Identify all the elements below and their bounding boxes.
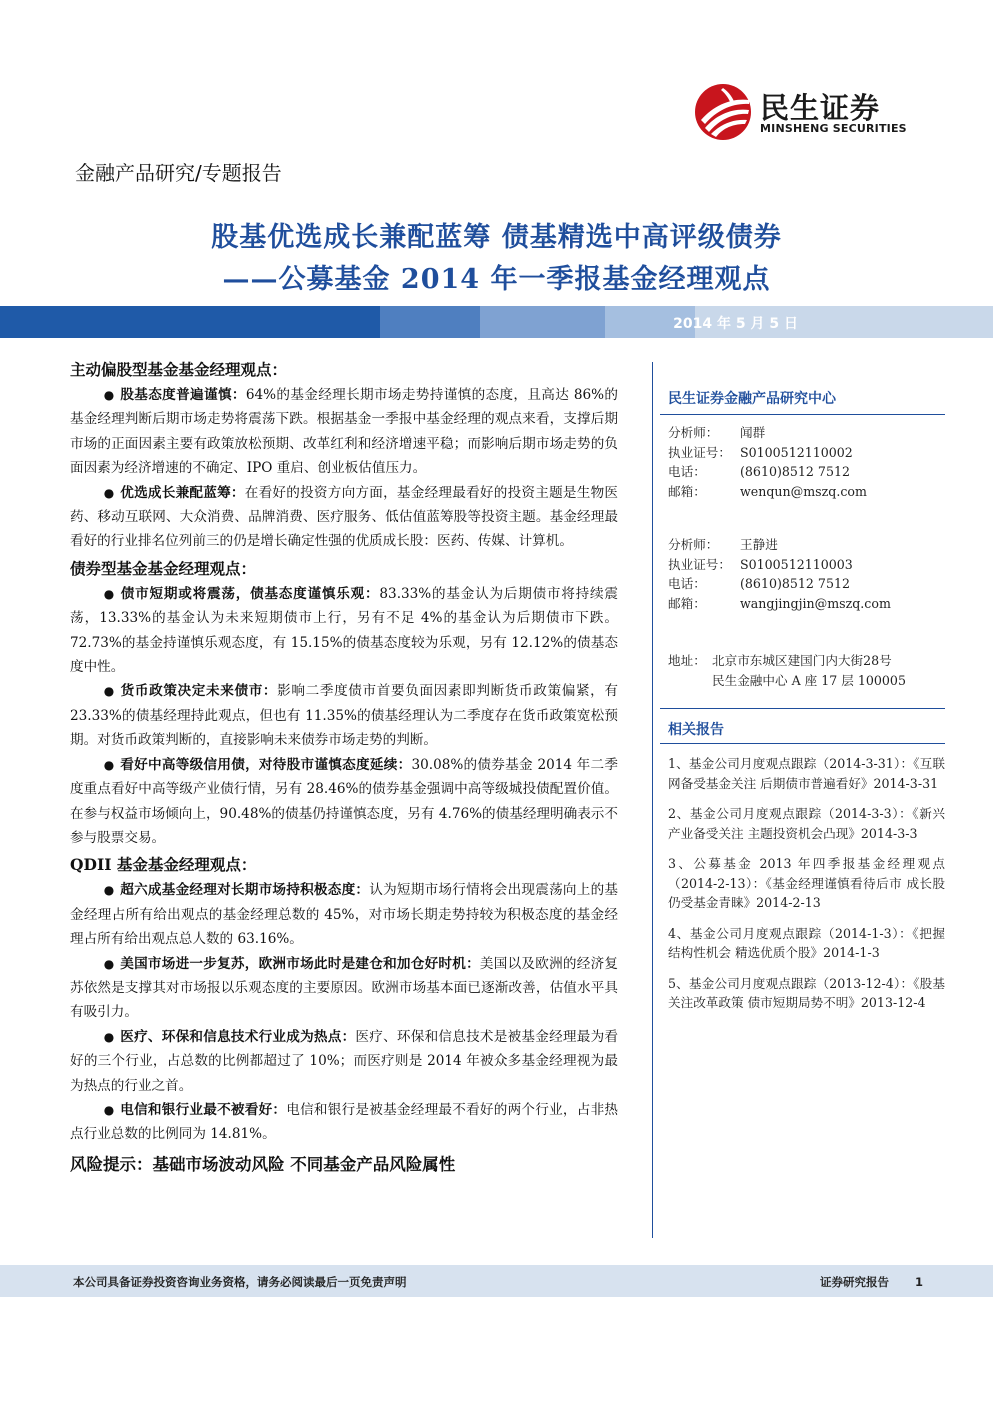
bullet-paragraph — [70, 753, 618, 851]
tel-label: 电话： — [668, 464, 706, 479]
related-report-link[interactable]: 1、基金公司月度观点跟踪（2014-3-31）：《互联网备受基金关注 后期债市普遍看好》2014-3-31 — [668, 756, 945, 791]
bullet-text: 电信和银行是被基金经理最不看好的两个行业，占非热点行业总数的比例同为 14.81%。 — [70, 1101, 619, 1143]
research-center-header — [660, 362, 945, 415]
bullet-lead: 电信和银行业最不被看好： — [120, 1101, 287, 1118]
address-label: 地址： — [668, 653, 706, 668]
main-content — [70, 357, 618, 1179]
related-list — [660, 744, 945, 1013]
bullet-paragraph — [70, 481, 618, 554]
tel-label: 电话： — [668, 576, 706, 591]
bullet-lead: 医疗、环保和信息技术行业成为热点： — [120, 1028, 356, 1045]
research-center-title: 民生证券金融产品研究中心 — [668, 391, 836, 407]
report-category: 金融产品研究/专题报告 — [75, 161, 282, 185]
bullet-icon: ● — [103, 757, 115, 772]
report-date: 2014 年 5 月 5 日 — [673, 316, 798, 332]
address-block — [660, 613, 945, 709]
page-footer — [0, 1265, 993, 1297]
bullet-paragraph — [70, 582, 618, 680]
section-heading: QDII 基金基金经理观点： — [70, 855, 257, 875]
bullet-icon: ● — [103, 586, 115, 601]
related-heading: 相关报告 — [668, 722, 724, 738]
bullet-icon: ● — [103, 684, 115, 699]
analyst-label: 分析师： — [668, 537, 719, 552]
bullet-text: 影响二季度债市首要负面因素即判断货币政策偏紧，有 23.33%的债基经理持此观点，但也有 11.35%的债基经理认为二季度存在货币政策宽松预期。对货币政策判断的，直接影响未来债券市场走势的判断。 — [70, 683, 619, 749]
brand-name-en: MINSHENG SECURITIES — [760, 122, 907, 135]
minsheng-logo-icon — [693, 82, 753, 142]
bullet-icon: ● — [103, 485, 115, 500]
email-link[interactable]: wangjingjin@mszq.com — [740, 595, 891, 611]
cert-label: 执业证号： — [668, 444, 731, 460]
section-heading: 债券型基金基金经理观点： — [70, 558, 257, 578]
bullet-paragraph — [70, 1025, 618, 1098]
related-report-link[interactable]: 4、基金公司月度观点跟踪（2014-1-3）：《把握结构性机会 精选优质个股》2014-1-3 — [668, 925, 945, 960]
tel-number: (8610)8512 7512 — [740, 576, 850, 591]
bullet-lead: 债市短期或将震荡，债基态度谨慎乐观： — [120, 585, 380, 602]
header-band — [0, 306, 993, 338]
report-type-label: 证券研究报告 — [819, 1275, 889, 1289]
sidebar — [660, 362, 945, 1024]
bullet-lead: 超六成基金经理对长期市场持积极态度： — [120, 882, 370, 899]
bullet-paragraph — [70, 1098, 618, 1147]
bullet-paragraph — [70, 952, 618, 1025]
bullet-lead: 美国市场进一步复苏，欧洲市场此时是建仓和加仓好时机： — [120, 955, 480, 972]
page-number: 1 — [914, 1275, 923, 1289]
bullet-text: 医疗、环保和信息技术是被基金经理最为看好的三个行业，占总数的比例都超过了 10%；而医疗则是 2014 年被众多基金经理视为最为热点的行业之首。 — [70, 1028, 618, 1094]
address-line: 北京市东城区建国门内大街28号 — [712, 653, 892, 668]
bullet-text: 83.33%的基金认为后期债市将持续震荡，13.33%的基金认为未来短期债市上行，另有不足 4%的基金认为后期债市下跌。72.73%的基金持谨慎乐观态度，有 15.15%的债基态度较为乐观，另有 12.12%的债基态度中性。 — [70, 585, 618, 676]
risk-warning: 风险提示：基础市场波动风险 不同基金产品风险属性 — [70, 1154, 456, 1174]
bullet-paragraph — [70, 679, 618, 752]
bullet-paragraph — [70, 383, 618, 481]
related-report-link[interactable]: 2、基金公司月度观点跟踪（2014-3-3）：《新兴产业备受关注 主题投资机会凸现》2014-3-3 — [668, 806, 945, 841]
address-line: 民生金融中心 A 座 17 层 100005 — [712, 672, 906, 688]
analyst-name: 闻群 — [740, 425, 766, 440]
analyst-block — [660, 415, 945, 501]
bullet-text: 30.08%的债券基金 2014 年二季度重点看好中高等级产业债行情，另有 28.46%的债券基金强调中高等级城投债配置价值。在参与权益市场倾向上，90.48%的债基仍持谨慎态度，另有 4.76%的债基经理明确表示不参与股票交易。 — [70, 756, 618, 846]
disclaimer-text: 本公司具备证券投资咨询业务资格，请务必阅读最后一页免责声明 — [73, 1275, 407, 1289]
bullet-icon: ● — [103, 956, 115, 971]
analyst-block — [660, 501, 945, 613]
cert-label: 执业证号： — [668, 556, 731, 572]
bullet-lead: 股基态度普遍谨慎： — [120, 387, 246, 403]
bullet-icon: ● — [103, 1029, 115, 1044]
analyst-name: 王静进 — [740, 537, 778, 552]
related-header — [660, 709, 945, 744]
related-report-link[interactable]: 5、基金公司月度观点跟踪（2013-12-4）：《股基关注改革政策 债市短期局势不明》2013-12-4 — [668, 975, 945, 1010]
email-link[interactable]: wenqun@mszq.com — [740, 483, 867, 499]
column-divider — [652, 362, 653, 1238]
bullet-text: 认为短期市场行情将会出现震荡向上的基金经理占所有给出观点的基金经理总数的 45%，对市场长期走势持较为积极态度的基金经理占所有给出观点总人数的 63.16%。 — [70, 882, 619, 948]
report-subtitle: ——公募基金 2014 年一季报基金经理观点 — [222, 264, 771, 295]
email-label: 邮箱： — [668, 595, 706, 611]
brand-name-cn: 民生证券 — [760, 91, 881, 125]
bullet-paragraph — [70, 878, 618, 951]
analyst-label: 分析师： — [668, 425, 719, 440]
bullet-lead: 货币政策决定未来债市： — [120, 683, 278, 700]
tel-number: (8610)8512 7512 — [740, 464, 850, 479]
cert-number: S0100512110002 — [740, 444, 853, 460]
bullet-text: 64%的基金经理长期市场走势持谨慎的态度，且高达 86%的基金经理判断后期市场走势将震荡下跌。根据基金一季报中基金经理的观点来看，支撑后期市场的正面因素主要有政策放松预期、改革红利和经济增速平稳；而影响后期市场走势的负面因素为经济增速的不确定、IPO 重启、创业板估值压力。 — [70, 387, 618, 477]
bullet-icon: ● — [103, 883, 115, 898]
cert-number: S0100512110003 — [740, 556, 853, 572]
email-label: 邮箱： — [668, 483, 706, 499]
bullet-icon: ● — [103, 388, 115, 402]
bullet-lead: 看好中高等级信用债，对待股市谨慎态度延续： — [120, 756, 412, 773]
bullet-text: 在看好的投资方向方面，基金经理最看好的投资主题是生物医药、移动互联网、大众消费、品牌消费、医疗服务、低估值蓝筹股等投资主题。基金经理最看好的行业排名位列前三的仍是增长确定性强的优质成长股：医药、传媒、计算机。 — [70, 484, 619, 550]
report-title: 股基优选成长兼配蓝筹 债基精选中高评级债券 — [211, 222, 782, 253]
footer-right — [820, 1274, 923, 1290]
bullet-lead: 优选成长兼配蓝筹： — [120, 484, 245, 501]
bullet-text: 美国以及欧洲的经济复苏依然是支撑其对市场报以乐观态度的主要原因。欧洲市场基本面已逐渐改善，估值水平具有吸引力。 — [70, 955, 618, 1021]
bullet-icon: ● — [103, 1102, 115, 1117]
brand-logo — [693, 82, 933, 142]
section-heading: 主动偏股型基金基金经理观点： — [70, 360, 288, 379]
related-report-link[interactable]: 3、公募基金 2013 年四季报基金经理观点（2014-2-13）：《基金经理谨慎看待后市 成长股仍受基金青睐》2014-2-13 — [668, 856, 945, 910]
